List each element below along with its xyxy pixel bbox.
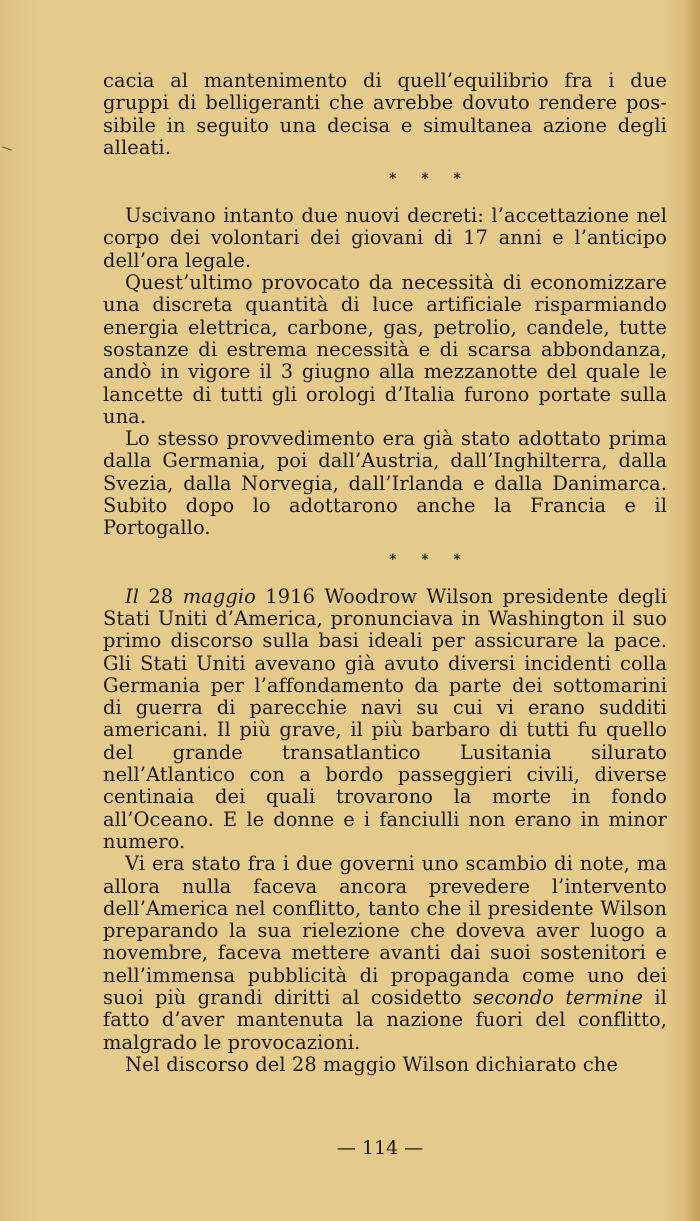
paragraph-text: 1916 Woodrow Wilson presidente degli Stati Uniti d’America, pronunciava in Washington il suo primo discorso sulla basi ideali per assicurare la pace. Gli Stati Uniti avevano già avuto diversi incidenti colla Germania per l’affondamento da parte dei sottomarini di guerra di parecchie navi su cui vi erano sudditi americani. Il più grave, il più barbaro di tutti fu quello del grande transatlantico Lusitania silurato nell’Atlantico con a bordo passeggieri civili, diverse centinaia dei quali trovarono la morte in fondo all’Oceano. E le donne e i fanciulli non erano in minor numero. bbox=[103, 584, 668, 853]
italic-text: Il bbox=[125, 584, 140, 608]
page-number: — 114 — bbox=[336, 1137, 424, 1159]
paragraph-continuation bbox=[103, 70, 667, 159]
paragraph-daylight-saving: Quest’ultimo provocato da necessità di economizzare una discreta quantità di luce artificiale risparmiando energia elettrica, carbone, gas, petrolio, candele, tutte sostanze di estrema necessità e di scarsa abbondanza, andò in vigore il 3 giugno alla mezzanotte del quale le lancette di tutti gli orologi d’Italia furono portate sulla una. bbox=[103, 271, 667, 428]
margin-mark bbox=[2, 146, 12, 150]
italic-text: secondo termine bbox=[472, 985, 644, 1009]
section-separator: * * * bbox=[389, 171, 471, 188]
text-line: alleati. bbox=[103, 135, 171, 159]
paragraph-text: Vi era stato fra i due governi uno scambio di note, ma allora nulla faceva ancora prevedere l’intervento dell’America nel conflitto, tanto che il presidente Wilson preparando la sua rielezione che doveva aver luogo a novembre, faceva mettere avanti dai suoi sostenitori e nell’immensa pubblicità di propaganda come uno dei suoi più grandi diritti al cosidetto bbox=[103, 852, 667, 1009]
paragraph-wilson-speech bbox=[103, 586, 667, 854]
paragraph-text: il fatto d’aver mantenuta la nazione fuori del conflitto, malgrado le provocazioni. bbox=[103, 985, 667, 1054]
paragraph-discourse: Nel discorso del 28 maggio Wilson dichiarato che bbox=[125, 1052, 618, 1076]
body-text bbox=[103, 70, 667, 1076]
text-line: gruppi di belligeranti che avrebbe dovuto rendere pos- bbox=[103, 91, 667, 115]
paragraph-other-countries: Lo stesso provvedimento era già stato adottato prima dalla Germania, poi dall’Austria, dall’Inghilterra, dalla Svezia, dalla Norvegia, dall’Irlanda e dalla Danimarca. Subito dopo lo adottarono anche la Francia e il Portogallo. bbox=[103, 427, 667, 540]
text-line: sibile in seguito una decisa e simultanea azione degli bbox=[103, 113, 667, 137]
paragraph-notes-exchange bbox=[103, 853, 667, 1054]
section-separator: * * * bbox=[389, 551, 471, 568]
date-number: 28 bbox=[139, 584, 183, 608]
paragraph-decrees: Uscivano intanto due nuovi decreti: l’accettazione nel corpo dei volontari dei giovani di 17 anni e l’anticipo dell’ora legale. bbox=[103, 204, 667, 272]
italic-month: maggio bbox=[182, 584, 256, 608]
text-line: cacia al mantenimento di quell’equilibrio fra i due bbox=[103, 69, 667, 92]
